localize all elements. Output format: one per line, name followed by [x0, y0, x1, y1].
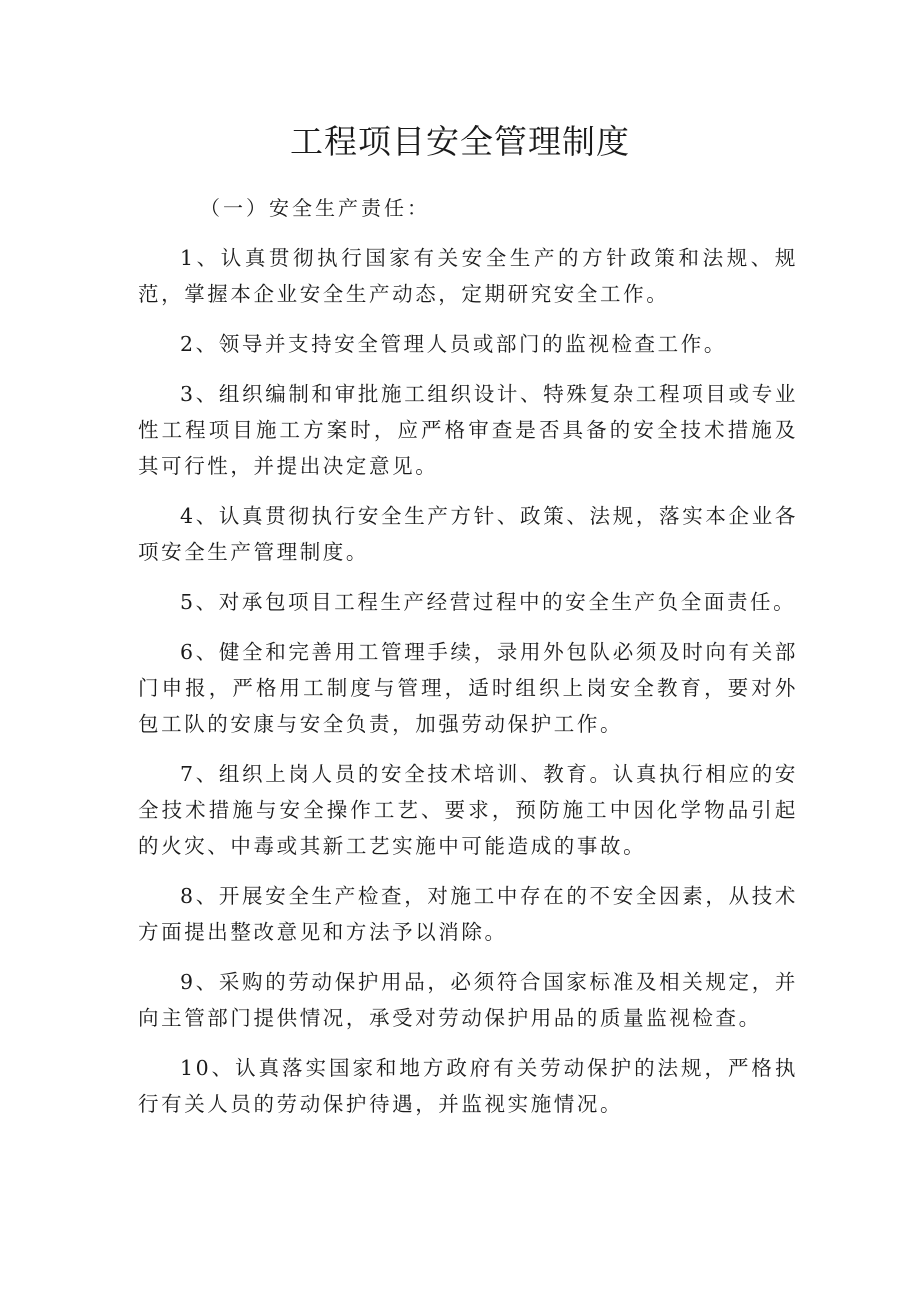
section-heading: （一）安全生产责任：: [200, 196, 430, 220]
document-title: 工程项目安全管理制度: [290, 122, 630, 161]
paragraph-7: 7、组织上岗人员的安全技术培训、教育。认真执行相应的安全技术措施与安全操作工艺、要求，预防施工中因化学物品引起的火灾、中毒或其新工艺实施中可能造成的事故。: [138, 762, 798, 858]
paragraph-5: 5、对承包项目工程生产经营过程中的安全生产负全面责任。: [180, 590, 797, 614]
paragraph-2: 2、领导并支持安全管理人员或部门的监视检查工作。: [180, 332, 727, 356]
document-body: [138, 190, 798, 1136]
paragraph-8: 8、开展安全生产检查，对施工中存在的不安全因素，从技术方面提出整改意见和方法予以消除。: [138, 884, 798, 944]
paragraph-3: 3、组织编制和审批施工组织设计、特殊复杂工程项目或专业性工程项目施工方案时，应严格审查是否具备的安全技术措施及其可行性，并提出决定意见。: [138, 382, 798, 478]
paragraph-4: 4、认真贯彻执行安全生产方针、政策、法规，落实本企业各项安全生产管理制度。: [138, 504, 798, 564]
paragraph-10: 10、认真落实国家和地方政府有关劳动保护的法规，严格执行有关人员的劳动保护待遇，并监视实施情况。: [138, 1056, 798, 1116]
paragraph-9: 9、采购的劳动保护用品，必须符合国家标准及相关规定，并向主管部门提供情况，承受对劳动保护用品的质量监视检查。: [138, 970, 798, 1030]
paragraph-1: 1、认真贯彻执行国家有关安全生产的方针政策和法规、规范，掌握本企业安全生产动态，定期研究安全工作。: [138, 246, 798, 306]
paragraph-6: 6、健全和完善用工管理手续，录用外包队必须及时向有关部门申报，严格用工制度与管理，适时组织上岗安全教育，要对外包工队的安康与安全负责，加强劳动保护工作。: [138, 640, 798, 736]
